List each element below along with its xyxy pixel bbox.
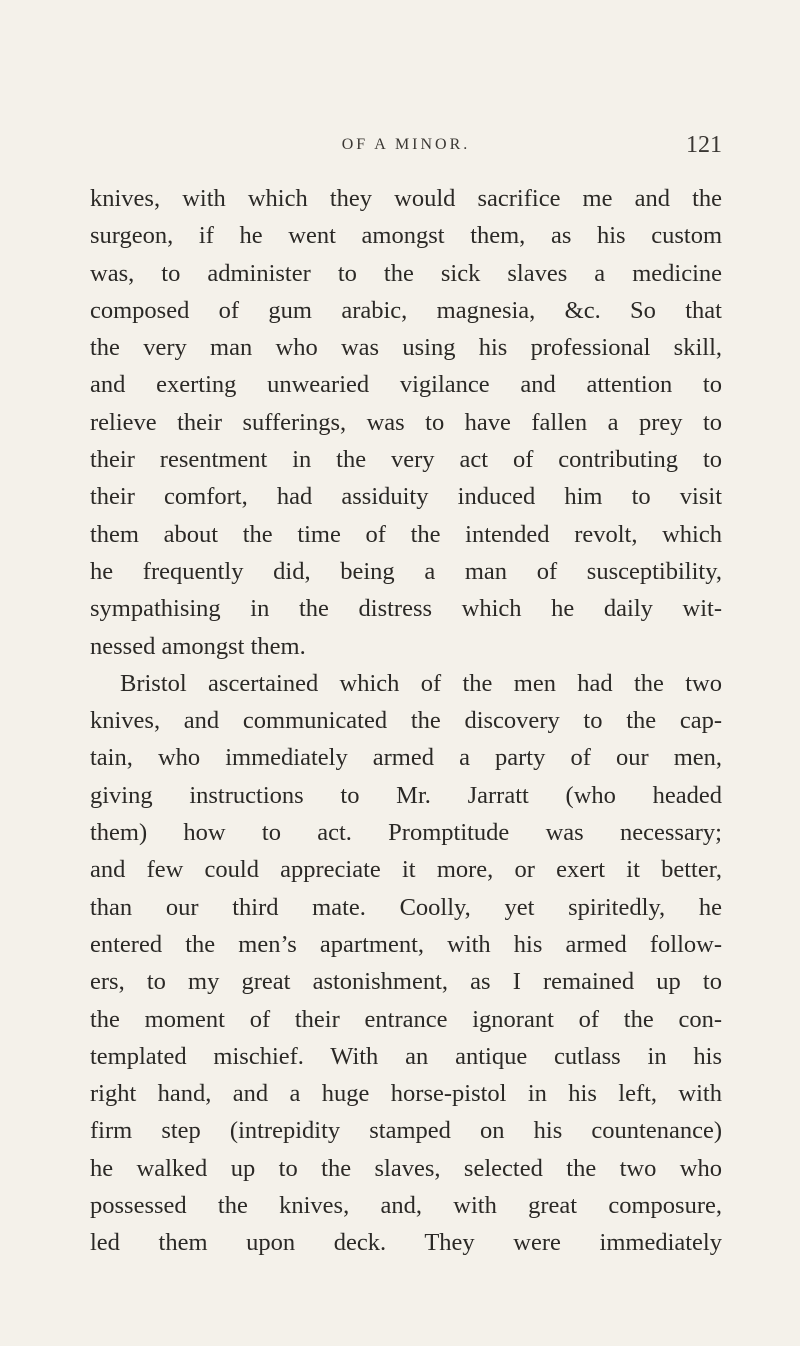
text-line: knives, and communicated the discovery to the cap-	[90, 707, 722, 735]
text-line: sympathising in the distress which he daily wit-	[90, 595, 722, 623]
text-line: the moment of their entrance ignorant of the con-	[90, 1005, 722, 1033]
text-line: their resentment in the very act of contributing to	[90, 446, 722, 474]
paragraph-last-line: nessed amongst them.	[90, 632, 306, 660]
text-line: templated mischief. With an antique cutlass in his	[90, 1042, 722, 1070]
text-line: surgeon, if he went amongst them, as his custom	[90, 222, 722, 250]
text-line: led them upon deck. They were immediately	[90, 1229, 722, 1257]
text-line: was, to administer to the sick slaves a medicine	[90, 259, 722, 287]
text-line: he frequently did, being a man of susceptibility,	[90, 557, 722, 585]
running-head	[90, 132, 722, 162]
text-line: their comfort, had assiduity induced him to visit	[90, 483, 722, 511]
body-text	[90, 180, 722, 1262]
text-line: giving instructions to Mr. Jarratt (who headed	[90, 781, 722, 809]
text-line: tain, who immediately armed a party of our men,	[90, 744, 722, 772]
text-line: relieve their sufferings, was to have fallen a prey to	[90, 408, 722, 436]
text-line: entered the men’s apartment, with his armed follow-	[90, 930, 722, 958]
text-line: than our third mate. Coolly, yet spiritedly, he	[90, 893, 722, 921]
text-line: he walked up to the slaves, selected the two who	[90, 1154, 722, 1182]
text-line: composed of gum arabic, magnesia, &c. So that	[90, 296, 722, 324]
text-line: knives, with which they would sacrifice me and the	[90, 185, 722, 212]
running-title: OF A MINOR.	[341, 136, 471, 153]
text-line: them about the time of the intended revolt, which	[90, 520, 722, 548]
text-line: right hand, and a huge horse-pistol in his left, with	[90, 1080, 722, 1108]
page-number: 121	[686, 132, 722, 158]
paragraph-first-line: Bristol ascertained which of the men had the two	[120, 669, 722, 697]
text-line: them) how to act. Promptitude was necessary;	[90, 819, 722, 847]
text-line: ers, to my great astonishment, as I remained up to	[90, 968, 722, 996]
text-line: and exerting unwearied vigilance and attention to	[90, 371, 722, 399]
text-line: firm step (intrepidity stamped on his countenance)	[90, 1117, 722, 1145]
text-line: and few could appreciate it more, or exert it better,	[90, 856, 722, 884]
text-line: the very man who was using his professional skill,	[90, 334, 722, 362]
text-line: possessed the knives, and, with great composure,	[90, 1192, 722, 1220]
